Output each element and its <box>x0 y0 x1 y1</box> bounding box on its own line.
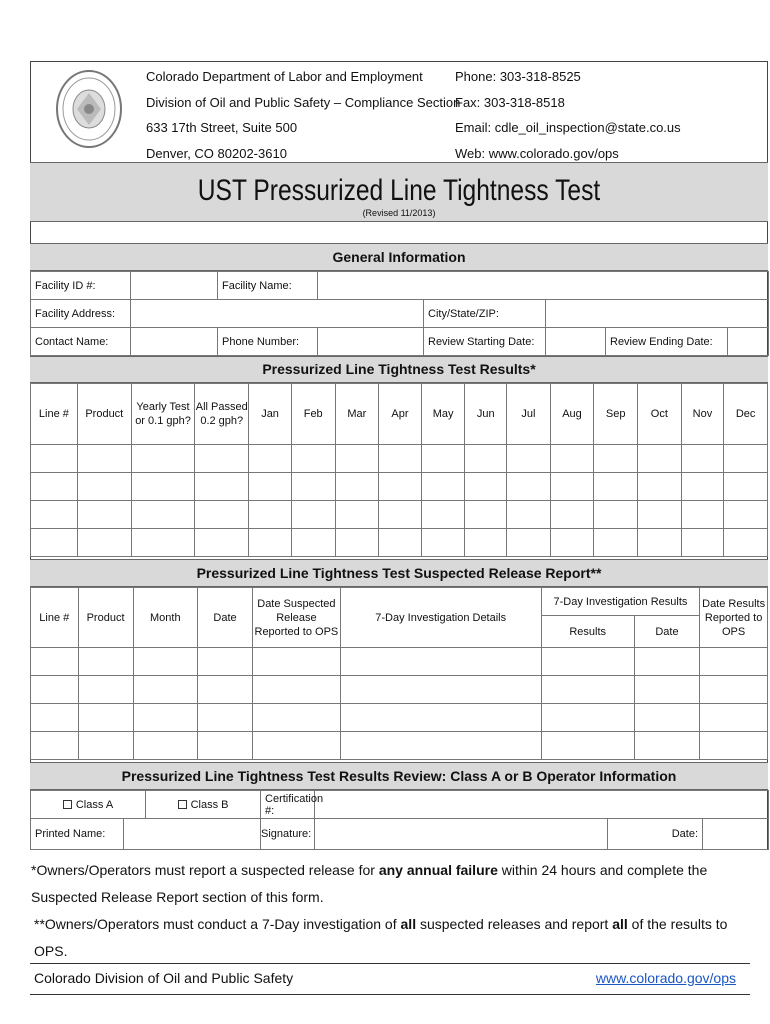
table-cell[interactable] <box>133 732 198 760</box>
table-cell[interactable] <box>335 445 379 473</box>
table-cell[interactable] <box>541 732 634 760</box>
table-cell[interactable] <box>340 732 541 760</box>
table-cell[interactable] <box>638 445 682 473</box>
table-cell[interactable] <box>541 676 634 704</box>
table-cell[interactable] <box>541 648 634 676</box>
table-cell[interactable] <box>253 676 341 704</box>
table-row <box>31 704 768 732</box>
table-cell[interactable] <box>335 501 379 529</box>
footer-rule-bottom <box>30 994 750 995</box>
table-cell[interactable] <box>198 676 253 704</box>
table-row <box>31 529 768 557</box>
review-start-label: Review Starting Date: <box>424 328 546 356</box>
col-may: May <box>421 384 465 445</box>
table-cell[interactable] <box>594 473 638 501</box>
rel-col-results: Results <box>541 616 634 648</box>
org-line1: Colorado Department of Labor and Employment <box>146 69 423 84</box>
table-cell[interactable] <box>291 529 335 557</box>
note-1: *Owners/Operators must report a suspected release for any annual failure within 24 hours and complete the Suspected Release Report section of this form. <box>31 862 708 905</box>
table-cell[interactable] <box>291 473 335 501</box>
col-line: Line # <box>31 384 78 445</box>
table-cell[interactable] <box>681 473 724 501</box>
table-cell[interactable] <box>379 529 422 557</box>
table-cell[interactable] <box>131 501 194 529</box>
general-table <box>30 271 769 356</box>
fax: Fax: 303-318-8518 <box>455 94 565 110</box>
cert-field[interactable] <box>315 791 769 819</box>
class-b-option[interactable]: Class B <box>146 791 261 819</box>
table-cell[interactable] <box>681 529 724 557</box>
table-cell[interactable] <box>31 529 78 557</box>
table-cell[interactable] <box>379 445 422 473</box>
rel-col-date-suspected: Date Suspected Release Reported to OPS <box>253 588 341 648</box>
table-cell[interactable] <box>195 501 249 529</box>
table-row <box>31 445 768 473</box>
footer-left: Colorado Division of Oil and Public Safety <box>34 970 294 986</box>
facility-id-label: Facility ID #: <box>31 272 131 300</box>
table-cell[interactable] <box>78 676 133 704</box>
col-mar: Mar <box>335 384 379 445</box>
table-cell[interactable] <box>700 704 768 732</box>
review-end-label: Review Ending Date: <box>606 328 728 356</box>
facility-address-field[interactable] <box>131 300 424 328</box>
table-cell[interactable] <box>77 501 131 529</box>
table-row <box>31 473 768 501</box>
table-cell[interactable] <box>465 501 507 529</box>
table-cell[interactable] <box>421 501 465 529</box>
table-cell[interactable] <box>249 445 292 473</box>
facility-id-field[interactable] <box>131 272 218 300</box>
table-cell[interactable] <box>77 529 131 557</box>
table-cell[interactable] <box>594 529 638 557</box>
rel-col-product: Product <box>78 588 133 648</box>
col-yearly: Yearly Test or 0.1 gph? <box>131 384 194 445</box>
col-feb: Feb <box>291 384 335 445</box>
footer-rule-top <box>30 963 750 964</box>
table-cell[interactable] <box>198 704 253 732</box>
table-cell[interactable] <box>700 732 768 760</box>
table-cell[interactable] <box>31 501 78 529</box>
review-heading: Pressurized Line Tightness Test Results Review: Class A or B Operator Information <box>30 762 768 790</box>
col-dec: Dec <box>724 384 768 445</box>
table-cell[interactable] <box>198 648 253 676</box>
page-title: UST Pressurized Line Tightness Test <box>197 174 601 207</box>
col-all-passed: All Passed 0.2 gph? <box>195 384 249 445</box>
signature-label: Signature: <box>261 819 315 850</box>
table-cell[interactable] <box>249 473 292 501</box>
table-cell[interactable] <box>638 529 682 557</box>
table-cell[interactable] <box>550 473 594 501</box>
table-cell[interactable] <box>594 445 638 473</box>
table-cell[interactable] <box>550 529 594 557</box>
table-cell[interactable] <box>594 501 638 529</box>
checkbox-icon <box>178 800 187 809</box>
table-cell[interactable] <box>31 704 79 732</box>
phone: Phone: 303-318-8525 <box>455 69 581 84</box>
table-cell[interactable] <box>78 732 133 760</box>
results-heading: Pressurized Line Tightness Test Results* <box>30 356 768 383</box>
rel-col-date-results: Date Results Reported to OPS <box>700 588 768 648</box>
city-state-zip-label: City/State/ZIP: <box>424 300 546 328</box>
table-cell[interactable] <box>78 704 133 732</box>
table-cell[interactable] <box>421 529 465 557</box>
table-cell[interactable] <box>421 445 465 473</box>
state-seal <box>53 67 125 151</box>
rel-col-date: Date <box>198 588 253 648</box>
email: Email: cdle_oil_inspection@state.co.us <box>455 120 681 135</box>
table-cell[interactable] <box>31 445 78 473</box>
table-cell[interactable] <box>465 473 507 501</box>
table-cell[interactable] <box>131 445 194 473</box>
table-cell[interactable] <box>638 501 682 529</box>
table-cell[interactable] <box>379 473 422 501</box>
table-cell[interactable] <box>550 501 594 529</box>
results-table <box>30 383 768 557</box>
phone-number-field[interactable] <box>318 328 424 356</box>
col-sep: Sep <box>594 384 638 445</box>
table-cell[interactable] <box>465 529 507 557</box>
table-cell[interactable] <box>195 529 249 557</box>
table-row <box>31 732 768 760</box>
table-cell[interactable] <box>700 676 768 704</box>
cert-label: Certification #: <box>261 791 315 819</box>
checkbox-icon <box>63 800 72 809</box>
table-cell[interactable] <box>340 676 541 704</box>
table-cell[interactable] <box>634 648 700 676</box>
review-end-field[interactable] <box>728 328 769 356</box>
general-heading: General Information <box>30 243 768 271</box>
table-row <box>31 501 768 529</box>
table-cell[interactable] <box>198 732 253 760</box>
table-cell[interactable] <box>131 529 194 557</box>
table-cell[interactable] <box>195 445 249 473</box>
table-row <box>31 676 768 704</box>
table-cell[interactable] <box>634 732 700 760</box>
table-cell[interactable] <box>253 648 341 676</box>
facility-address-label: Facility Address: <box>31 300 131 328</box>
table-cell[interactable] <box>507 473 551 501</box>
table-cell[interactable] <box>507 501 551 529</box>
table-cell[interactable] <box>195 473 249 501</box>
table-cell[interactable] <box>249 501 292 529</box>
rel-col-details: 7-Day Investigation Details <box>340 588 541 648</box>
org-line4: Denver, CO 80202-3610 <box>146 145 287 161</box>
col-jul: Jul <box>507 384 551 445</box>
table-cell[interactable] <box>507 445 551 473</box>
city-state-zip-field[interactable] <box>546 300 769 328</box>
col-jan: Jan <box>249 384 292 445</box>
table-cell[interactable] <box>291 445 335 473</box>
col-product: Product <box>77 384 131 445</box>
date-field[interactable] <box>703 819 769 850</box>
table-cell[interactable] <box>340 704 541 732</box>
col-nov: Nov <box>681 384 724 445</box>
table-cell[interactable] <box>31 473 78 501</box>
table-cell[interactable] <box>335 473 379 501</box>
release-heading: Pressurized Line Tightness Test Suspected Release Report** <box>30 559 768 587</box>
rel-col-date2: Date <box>634 616 700 648</box>
table-cell[interactable] <box>77 445 131 473</box>
col-oct: Oct <box>638 384 682 445</box>
table-cell[interactable] <box>507 529 551 557</box>
table-cell[interactable] <box>78 648 133 676</box>
table-cell[interactable] <box>77 473 131 501</box>
table-cell[interactable] <box>379 501 422 529</box>
table-cell[interactable] <box>133 648 198 676</box>
note-2: **Owners/Operators must conduct a 7-Day investigation of all suspected releases and report all of the results to OPS. <box>34 916 728 959</box>
org-line2: Division of Oil and Public Safety – Compliance Section <box>146 94 461 110</box>
table-cell[interactable] <box>681 501 724 529</box>
printed-name-label: Printed Name: <box>31 819 124 850</box>
table-cell[interactable] <box>681 445 724 473</box>
col-jun: Jun <box>465 384 507 445</box>
table-cell[interactable] <box>724 501 768 529</box>
class-a-option[interactable]: Class A <box>31 791 146 819</box>
col-apr: Apr <box>379 384 422 445</box>
table-cell[interactable] <box>340 648 541 676</box>
review-start-field[interactable] <box>546 328 606 356</box>
rel-col-line: Line # <box>31 588 79 648</box>
revised-date: (Revised 11/2013) <box>362 208 436 218</box>
facility-name-field[interactable] <box>318 272 769 300</box>
printed-name-field[interactable] <box>124 819 261 850</box>
table-cell[interactable] <box>31 732 79 760</box>
table-cell[interactable] <box>724 445 768 473</box>
release-table <box>30 587 768 760</box>
table-cell[interactable] <box>335 529 379 557</box>
facility-name-label: Facility Name: <box>218 272 318 300</box>
table-cell[interactable] <box>724 473 768 501</box>
web: Web: www.colorado.gov/ops <box>455 145 619 161</box>
table-cell[interactable] <box>253 704 341 732</box>
contact-name-label: Contact Name: <box>31 328 131 356</box>
table-cell[interactable] <box>700 648 768 676</box>
table-cell[interactable] <box>249 529 292 557</box>
table-cell[interactable] <box>638 473 682 501</box>
table-cell[interactable] <box>421 473 465 501</box>
org-line3: 633 17th Street, Suite 500 <box>146 120 298 135</box>
table-cell[interactable] <box>133 704 198 732</box>
table-cell[interactable] <box>550 445 594 473</box>
rel-col-month: Month <box>133 588 198 648</box>
col-aug: Aug <box>550 384 594 445</box>
title-band <box>30 162 768 222</box>
phone-number-label: Phone Number: <box>218 328 318 356</box>
table-cell[interactable] <box>634 676 700 704</box>
rel-col-inv-results: 7-Day Investigation Results <box>541 588 700 616</box>
table-cell[interactable] <box>541 704 634 732</box>
footer-link[interactable]: www.colorado.gov/ops <box>595 970 736 986</box>
table-cell[interactable] <box>253 732 341 760</box>
contact-name-field[interactable] <box>131 328 218 356</box>
table-row <box>31 648 768 676</box>
table-cell[interactable] <box>131 473 194 501</box>
table-cell[interactable] <box>465 445 507 473</box>
signature-field[interactable] <box>315 819 608 850</box>
table-cell[interactable] <box>31 648 79 676</box>
table-cell[interactable] <box>133 676 198 704</box>
review-table <box>30 790 769 850</box>
table-cell[interactable] <box>31 676 79 704</box>
table-cell[interactable] <box>724 529 768 557</box>
table-cell[interactable] <box>634 704 700 732</box>
table-cell[interactable] <box>291 501 335 529</box>
date-label: Date: <box>608 819 703 850</box>
